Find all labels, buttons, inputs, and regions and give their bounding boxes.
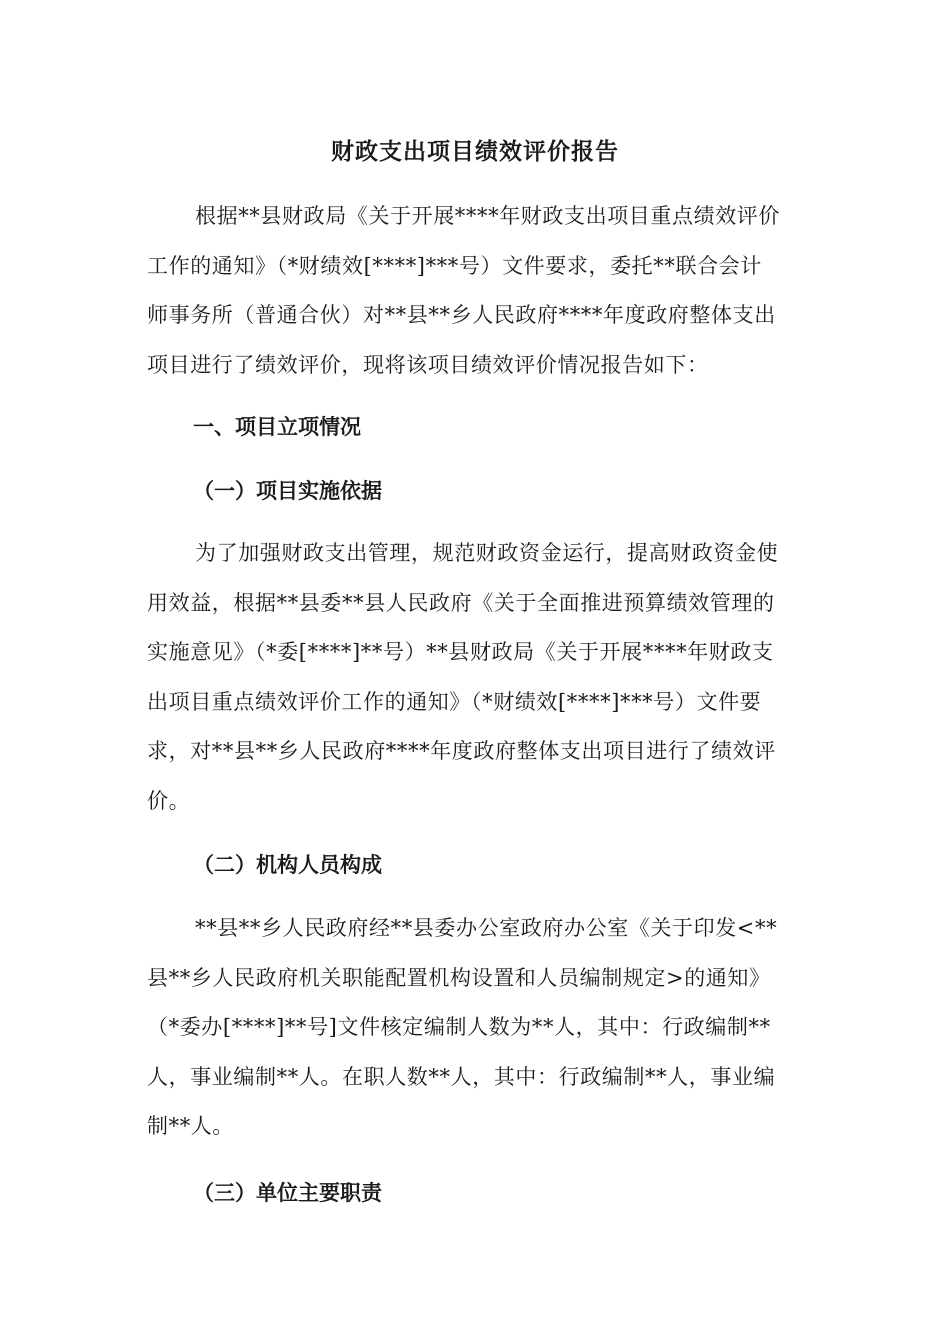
- staffing-line: 制**人。: [147, 1114, 234, 1138]
- basis-line: 出项目重点绩效评价工作的通知》（*财绩效[****]***号）文件要: [147, 689, 762, 714]
- basis-line: 用效益，根据**县委**县人民政府《关于全面推进预算绩效管理的: [147, 590, 775, 615]
- subsection-heading-duties: （三）单位主要职责: [193, 1181, 382, 1205]
- basis-line: 价。: [147, 788, 191, 813]
- intro-line: 根据**县财政局《关于开展****年财政支出项目重点绩效评价: [195, 204, 780, 228]
- basis-line: 实施意见》（*委[****]**号）**县财政局《关于开展****年财政支: [147, 640, 774, 664]
- staffing-line: 人，事业编制**人。在职人数**人，其中：行政编制**人，事业编: [147, 1064, 776, 1089]
- staffing-line: **县**乡人民政府经**县委办公室政府办公室《关于印发<**: [195, 916, 778, 940]
- basis-line: 求，对**县**乡人民政府****年度政府整体支出项目进行了绩效评: [147, 739, 776, 763]
- intro-line: 师事务所（普通合伙）对**县**乡人民政府****年度政府整体支出: [147, 303, 776, 327]
- section-heading-project-setup: 一、项目立项情况: [193, 415, 361, 439]
- staffing-line: 县**乡人民政府机关职能配置机构设置和人员编制规定>的通知》: [147, 965, 771, 990]
- intro-line: 工作的通知》（*财绩效[****]***号）文件要求，委托**联合会计: [147, 253, 762, 278]
- subsection-heading-staffing: （二）机构人员构成: [193, 853, 382, 877]
- document-title: 财政支出项目绩效评价报告: [331, 139, 619, 165]
- intro-line: 项目进行了绩效评价，现将该项目绩效评价情况报告如下：: [147, 352, 709, 377]
- staffing-paragraph: [147, 904, 807, 1152]
- staffing-line: （*委办[****]**号]文件核定编制人数为**人，其中：行政编制**: [147, 1015, 771, 1039]
- basis-line: 为了加强财政支出管理，规范财政资金运行，提高财政资金使: [195, 541, 779, 565]
- basis-paragraph: [147, 529, 807, 826]
- subsection-heading-basis: （一）项目实施依据: [193, 479, 382, 503]
- intro-paragraph: [147, 192, 807, 390]
